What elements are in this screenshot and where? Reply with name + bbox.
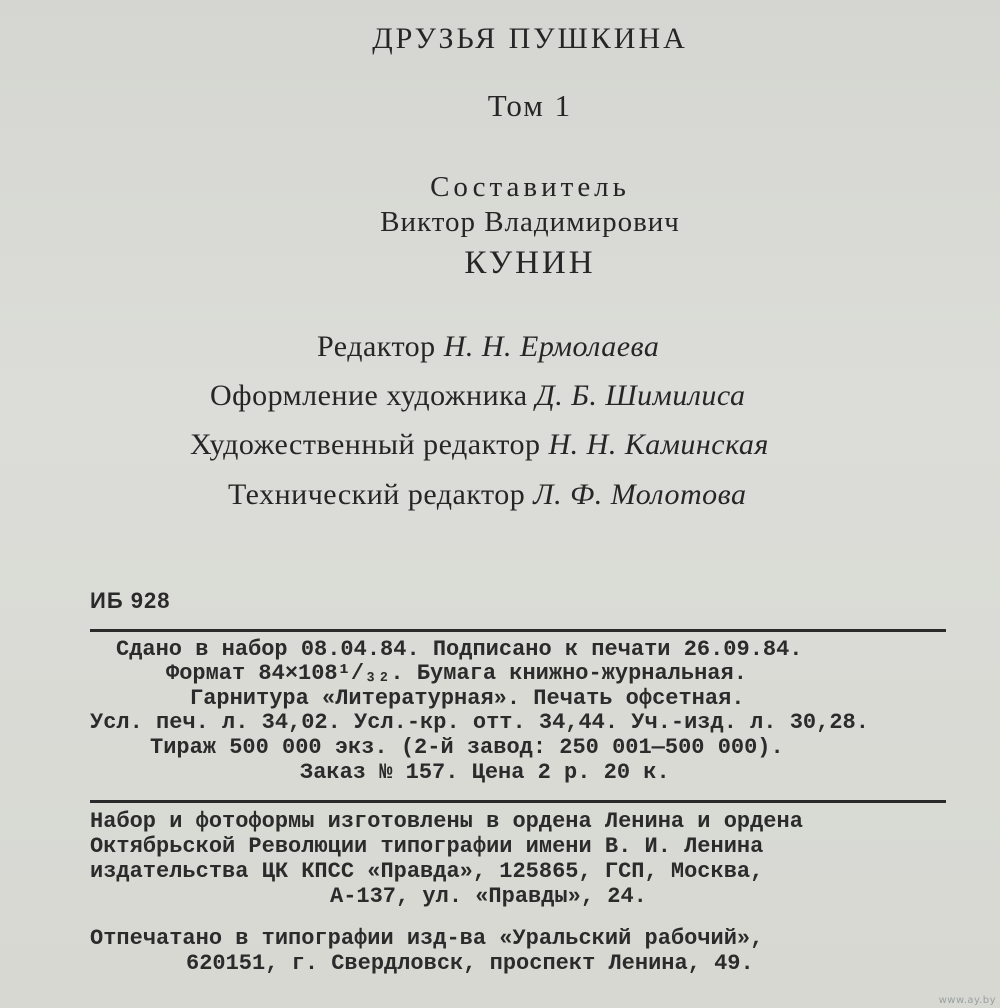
site-watermark: www.ay.by [938,995,996,1006]
credit-person: Н. Н. Каминская [548,428,769,461]
credit-role: Технический редактор [228,478,526,511]
imprint-line: Заказ № 157. Цена 2 р. 20 к. [300,760,670,785]
imprint-line: Тираж 500 000 экз. (2-й завод: 250 001—500 000). [150,735,784,760]
credit-art-editor [190,428,769,462]
credit-role: Оформление художника [210,379,528,412]
compiler-name: Виктор Владимирович [380,206,680,238]
credit-design [210,379,745,413]
imprint-line: Сдано в набор 08.04.84. Подписано к печати 26.09.84. [116,637,803,662]
printer-line: Набор и фотоформы изготовлены в ордена Ленина и ордена [90,809,803,834]
divider-rule-top [90,629,946,632]
volume-number: Том 1 [487,88,573,123]
imprint-line: Усл. печ. л. 34,02. Усл.-кр. отт. 34,44. Уч.-изд. л. 30,28. [90,710,869,735]
credit-person: Л. Ф. Молотова [533,478,747,511]
credit-tech-editor [228,478,746,512]
credit-role: Редактор [317,330,436,363]
compiler-label: Составитель [430,171,630,203]
credit-person: Д. Б. Шимилиса [535,379,746,412]
credit-editor [317,330,659,364]
imprint-line: Формат 84×108¹/₃₂. Бумага книжно-журнальная. [166,661,747,686]
printer-line: Октябрьской Революции типографии имени В. И. Ленина [90,834,764,859]
compiler-surname: КУНИН [464,245,596,281]
imprint-line: Гарнитура «Литературная». Печать офсетная. [190,686,745,711]
printer-line: Отпечатано в типографии изд-ва «Уральский рабочий», [90,926,764,951]
printer-line: издательства ЦК КПСС «Правда», 125865, ГСП, Москва, [90,859,764,884]
ib-number: ИБ 928 [90,588,171,613]
printer-line: А-137, ул. «Правды», 24. [330,884,647,909]
credit-role: Художественный редактор [190,428,541,461]
credit-person: Н. Н. Ермолаева [443,330,660,363]
printer-line: 620151, г. Свердловск, проспект Ленина, 49. [186,951,754,976]
divider-rule-bottom [90,800,946,803]
book-title: ДРУЗЬЯ ПУШКИНА [372,22,688,55]
